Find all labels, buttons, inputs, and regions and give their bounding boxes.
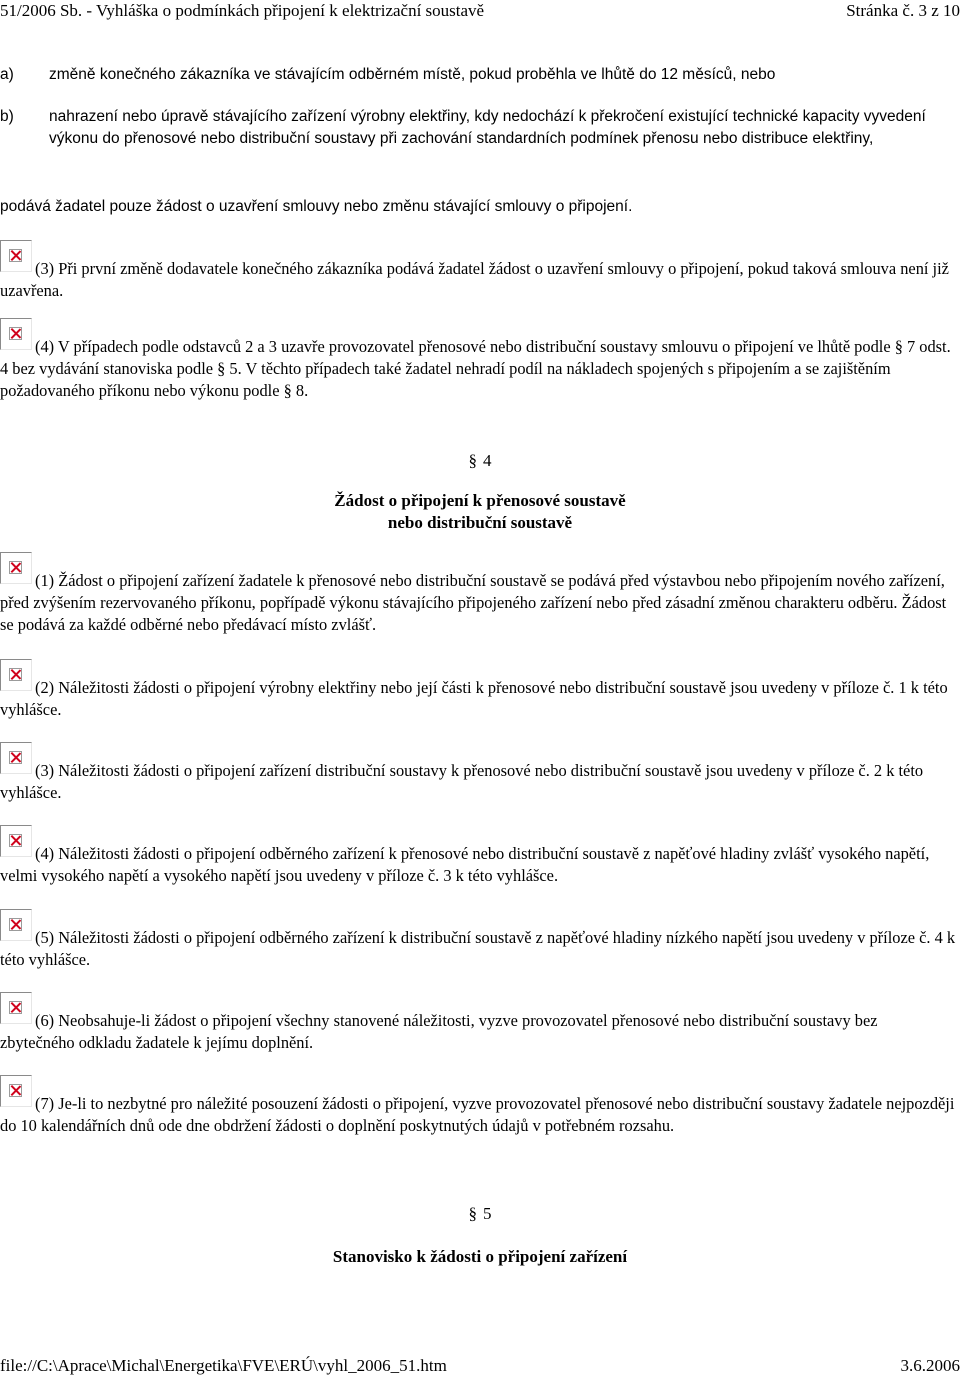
- section-title: Stanovisko k žádosti o připojení zařízení: [0, 1246, 960, 1268]
- broken-image-icon: [0, 659, 34, 693]
- list-item-marker: a): [0, 64, 14, 86]
- paragraph-text: (7) Je-li to nezbytné pro náležité posouzení žádosti o připojení, vyzve provozovatel přenosové nebo distribuční soustavy žadatele nejpozději do 10 kalendářních dnů ode dne obdržení žádosti o doplnění poskytnutých údajů v potřebném rozsahu.: [0, 1094, 954, 1135]
- broken-image-icon: [0, 825, 34, 859]
- broken-image-icon: [0, 318, 34, 352]
- list-item: [0, 64, 960, 86]
- section-symbol: §: [469, 451, 478, 470]
- paragraph: [0, 825, 956, 887]
- paragraph: [0, 659, 956, 721]
- paragraph: [0, 318, 956, 402]
- list-item-marker: b): [0, 106, 14, 128]
- list-item: [0, 106, 960, 150]
- section-title: Žádost o připojení k přenosové soustavě: [0, 490, 960, 512]
- broken-image-icon: [0, 1075, 34, 1109]
- paragraph: [0, 552, 956, 636]
- paragraph-text: (3) Náležitosti žádosti o připojení zařízení distribuční soustavy k přenosové nebo distribuční soustavě jsou uvedeny v příloze č. 2 k této vyhlášce.: [0, 761, 923, 802]
- paragraph: [0, 1075, 956, 1137]
- header-title: 51/2006 Sb. - Vyhláška o podmínkách připojení k elektrizační soustavě: [0, 0, 484, 22]
- section-number-value: 5: [483, 1204, 492, 1223]
- list-item-text: nahrazení nebo úpravě stávajícího zařízení výrobny elektřiny, kdy nedochází k překročení existující technické kapacity vyvedení výkonu do přenosové nebo distribuční soustavy při zachování standardních podmínek přenosu nebo distribuce elektřiny,: [49, 106, 960, 150]
- section-number: [0, 450, 960, 472]
- list-item-text: změně konečného zákazníka ve stávajícím odběrném místě, pokud proběhla ve lhůtě do 12 měsíců, nebo: [49, 64, 960, 86]
- paragraph: [0, 240, 956, 302]
- paragraph-text: (5) Náležitosti žádosti o připojení odběrného zařízení k distribuční soustavě z napěťové hladiny nízkého napětí jsou uvedeny v příloze č. 4 k této vyhlášce.: [0, 928, 955, 969]
- paragraph-text: (4) V případech podle odstavců 2 a 3 uzavře provozovatel přenosové nebo distribuční soustavy smlouvu o připojení ve lhůtě podle § 7 odst. 4 bez vydávání stanoviska podle § 5. V těchto případech také žadatel nehradí podíl na nákladech spojených s připojením a se zajištěním požadovaného příkonu nebo výkonu podle § 8.: [0, 337, 951, 400]
- paragraph: [0, 909, 956, 971]
- section-title-line2: nebo distribuční soustavě: [0, 512, 960, 534]
- paragraph-text: (3) Při první změně dodavatele konečného zákazníka podává žadatel žádost o uzavření smlouvy o připojení, pokud taková smlouva není již uzavřena.: [0, 259, 949, 300]
- paragraph-text: (6) Neobsahuje-li žádost o připojení všechny stanovené náležitosti, vyzve provozovatel přenosové nebo distribuční soustavy bez zbytečného odkladu žadatele k jejímu doplnění.: [0, 1011, 878, 1052]
- broken-image-icon: [0, 742, 34, 776]
- paragraph: [0, 742, 956, 804]
- broken-image-icon: [0, 909, 34, 943]
- header-page-number: Stránka č. 3 z 10: [846, 0, 960, 22]
- paragraph-text: (2) Náležitosti žádosti o připojení výrobny elektřiny nebo její části k přenosové nebo distribuční soustavě jsou uvedeny v příloze č. 1 k této vyhlášce.: [0, 678, 948, 719]
- list-conclusion: podává žadatel pouze žádost o uzavření smlouvy nebo změnu stávající smlouvy o připojení.: [0, 196, 960, 218]
- paragraph-text: (1) Žádost o připojení zařízení žadatele k přenosové nebo distribuční soustavě se podává před výstavbou nebo připojením nového zařízení, před zvýšením rezervovaného příkonu, popřípadě výkonu stávajícího připojeného zařízení nebo před zásadní změnou charakteru odběru. Žádost se podává za každé odběrné nebo předávací místo zvlášť.: [0, 571, 946, 634]
- section-number-value: 4: [483, 451, 492, 470]
- broken-image-icon: [0, 992, 34, 1026]
- paragraph: [0, 992, 956, 1054]
- paragraph-text: (4) Náležitosti žádosti o připojení odběrného zařízení k přenosové nebo distribuční soustavě z napěťové hladiny zvlášť vysokého napětí, velmi vysokého napětí a vysokého napětí jsou uvedeny v příloze č. 3 k této vyhlášce.: [0, 844, 929, 885]
- broken-image-icon: [0, 240, 34, 274]
- section-symbol: §: [469, 1204, 478, 1223]
- section-number: [0, 1203, 960, 1225]
- broken-image-icon: [0, 552, 34, 586]
- footer-file-path: file://C:\Aprace\Michal\Energetika\FVE\ERÚ\vyhl_2006_51.htm: [0, 1355, 447, 1377]
- footer-date: 3.6.2006: [901, 1355, 960, 1377]
